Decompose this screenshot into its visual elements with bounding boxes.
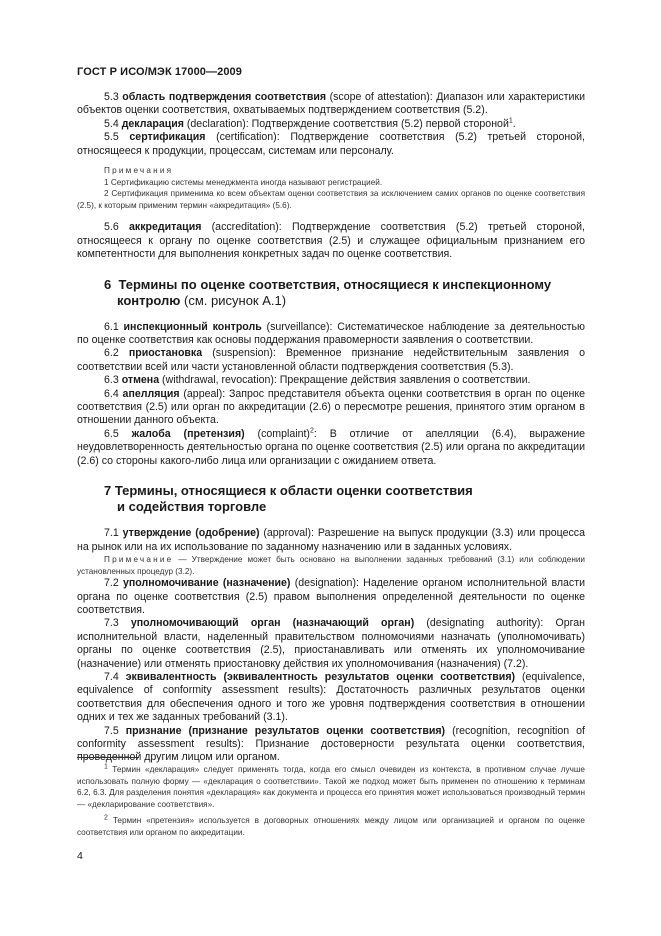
note-7-1 bbox=[77, 554, 585, 577]
definition: (designation): Наделение органом исполнительной власти органа по оценке соответствия (2.5) правом выполнения определенной деятельности по оценке соответствия. bbox=[77, 577, 585, 616]
term: инспекционный контроль bbox=[123, 320, 262, 333]
notes-label: Примечания bbox=[104, 166, 174, 176]
section-7-heading bbox=[77, 483, 585, 515]
definition: (suspension): Временное признание недействительным заявления о соответствии всей или части установленной области подтверждения соответствия (5.3). bbox=[77, 347, 585, 373]
clause-5-3 bbox=[77, 91, 585, 118]
clause-6-4 bbox=[77, 388, 585, 428]
note-label: Примечание bbox=[104, 554, 174, 564]
clause-number: 6.2 bbox=[104, 347, 119, 360]
definition: (complaint) bbox=[244, 427, 310, 440]
clause-6-5 bbox=[77, 428, 585, 468]
footnote-ref: 2 bbox=[309, 427, 314, 435]
section-number: 6 bbox=[104, 276, 112, 292]
standard-header: ГОСТ Р ИСО/МЭК 17000—2009 bbox=[77, 66, 242, 78]
clause-5-6 bbox=[77, 221, 585, 261]
clause-number: 6.3 bbox=[104, 374, 119, 387]
clause-number: 6.1 bbox=[104, 320, 119, 333]
definition: (equivalence, equivalence of conformity assessment results): Достаточность различных результатов оценки соответствия для обеспечения одного и того же уровня подтверждения соответствия в отношении одних и тех же заданных требований (3.1). bbox=[77, 670, 585, 724]
notes-block bbox=[77, 165, 585, 211]
clause-6-1 bbox=[77, 321, 585, 348]
clause-7-5 bbox=[77, 725, 585, 765]
body-text bbox=[77, 91, 585, 765]
footnote-2 bbox=[77, 815, 585, 838]
clause-number: 7.1 bbox=[104, 527, 119, 540]
clause-7-4 bbox=[77, 671, 585, 725]
definition: (recognition, recognition of conformity assessment results): Признание достоверности результата оценки соответствия, проведенной другим лицом или органом. bbox=[77, 724, 585, 764]
term: жалоба (претензия) bbox=[131, 427, 245, 440]
footnote-mark: 2 bbox=[104, 814, 108, 822]
clause-number: 5.4 bbox=[104, 117, 119, 130]
clause-number: 7.4 bbox=[104, 670, 119, 683]
clause-7-2 bbox=[77, 577, 585, 617]
term: признание (признание результатов оценки соответствия) bbox=[125, 724, 446, 737]
term: апелляция bbox=[122, 387, 180, 400]
definition: (withdrawal, revocation): Прекращение действия заявления о соответствии. bbox=[159, 374, 531, 387]
definition: (accreditation): Подтверждение соответствия (5.2) третьей стороной, относящееся к органу по оценке соответствия (2.5) и служащее официальным признанием его компетентности для выполнения конкретных задач по оценке соответствия. bbox=[77, 221, 585, 261]
page-number: 4 bbox=[77, 850, 83, 862]
term: декларация bbox=[121, 117, 184, 130]
note-2: 2 Сертификация применима ко всем объектам оценки соответствия за исключением самих органов по оценке соответствия (2.5), к которым применим термин «аккредитация» (5.6). bbox=[77, 189, 585, 210]
clause-number: 5.5 bbox=[104, 131, 119, 144]
clause-number: 5.3 bbox=[104, 91, 119, 103]
clause-6-2 bbox=[77, 347, 585, 374]
clause-number: 7.3 bbox=[104, 617, 119, 630]
footnote-text: Термин «декларация» следует применять тогда, когда его смысл очевиден из контекста, в противном случае лучше использовать полную форму — «декларация о соответствии». Такой же подход может быть применен по отношению к терминам 6.2, 6.3. Для разделения понятия «декларация» как документа и процесса его принятия может использоваться производный термин — «декларирование соответствия». bbox=[77, 765, 585, 809]
clause-6-3 bbox=[77, 374, 585, 387]
term: эквивалентность (эквивалентность результатов оценки соответствия) bbox=[125, 670, 516, 683]
section-title: 7 Термины, относящиеся к области оценки соответствия bbox=[104, 483, 473, 499]
footnote-ref: 1 bbox=[508, 117, 513, 125]
footnote-mark: 1 bbox=[104, 763, 108, 771]
section-title-cont: и содействия торговле bbox=[117, 499, 267, 515]
clause-7-1 bbox=[77, 527, 585, 554]
punct: . bbox=[512, 117, 516, 130]
footnotes bbox=[77, 764, 585, 844]
term: уполномочивающий орган (назначающий орган) bbox=[130, 617, 415, 630]
note-text: — Утверждение может быть основано на выполнении заданных требований (3.1) или соблюдении установленных процедур (3.2). bbox=[77, 554, 585, 576]
clause-number: 6.4 bbox=[104, 387, 119, 400]
definition: (declaration): Подтверждение соответствия (5.2) первой стороной bbox=[183, 117, 509, 130]
definition: (approval): Разрешение на выпуск продукции (3.3) или процесса на рынок или на их использование по заданному назначению или в заданных условиях. bbox=[77, 527, 585, 553]
clause-number: 6.5 bbox=[104, 427, 119, 440]
definition: (scope of attestation): Диапазон или характеристики объектов оценки соответствия, охватываемых подтверждением соответствия (5.2). bbox=[77, 91, 585, 117]
term: сертификация bbox=[129, 131, 206, 144]
definition: (certification): Подтверждение соответствия (5.2) третьей стороной, относящееся к продукции, процессам, системам или персоналу. bbox=[77, 131, 585, 157]
definition: (surveillance): Систематическое наблюдение за деятельностью по оценке соответствия как основы поддержания правомерности заявления о соответствии. bbox=[77, 320, 585, 347]
section-title-ref: (см. рисунок А.1) bbox=[180, 292, 287, 308]
footnote-1 bbox=[77, 764, 585, 810]
footnote-text: Термин «претензия» используется в договорных отношениях между лицом или организацией и органом по оценке соответствия или органом по аккредитации. bbox=[77, 816, 585, 837]
footnote-divider bbox=[77, 757, 139, 758]
definition: (appeal): Запрос представителя объекта оценки соответствия в орган по оценке соответствия (2.5) или орган по аккредитации (2.6) о пересмотре решения, принятого этим органом в отношении данного объекта. bbox=[77, 387, 585, 427]
clause-5-5 bbox=[77, 131, 585, 158]
clause-number: 7.5 bbox=[104, 724, 119, 737]
term: аккредитация bbox=[129, 221, 202, 234]
clause-7-3 bbox=[77, 617, 585, 671]
clause-number: 7.2 bbox=[104, 577, 119, 590]
note-1: 1 Сертификацию системы менеджмента иногда называют регистрацией. bbox=[104, 177, 383, 187]
section-title: Термины по оценке соответствия, относящиеся к инспекционному bbox=[118, 276, 552, 292]
definition-cont: : В отличие от апелляции (6.4), выражение неудовлетворенность деятельностью органа по оценке соответствия (2.5) или органа по аккредитации (2.6) со стороны какого-либо лица или организации с ожиданием ответа. bbox=[77, 427, 585, 467]
term: отмена bbox=[121, 374, 160, 387]
clause-number: 5.6 bbox=[104, 221, 119, 234]
term: уполномочивание (назначение) bbox=[123, 577, 291, 590]
section-6-heading bbox=[77, 277, 585, 309]
term: область подтверждения соответствия bbox=[122, 91, 327, 103]
term: приостановка bbox=[128, 347, 203, 360]
section-title-cont: контролю bbox=[117, 292, 181, 308]
clause-5-4 bbox=[77, 118, 585, 131]
definition: (designating authority): Орган исполнительной власти, наделенный правительством полномочиями назначать (уполномочивать) органы по оценке соответствия (2.5), приостанавливать или отменять их уполномочивание (назначение) или отменять приостановку действия их уполномочивания (назначения) (7.2). bbox=[77, 617, 585, 670]
term: утверждение (одобрение) bbox=[122, 527, 260, 540]
